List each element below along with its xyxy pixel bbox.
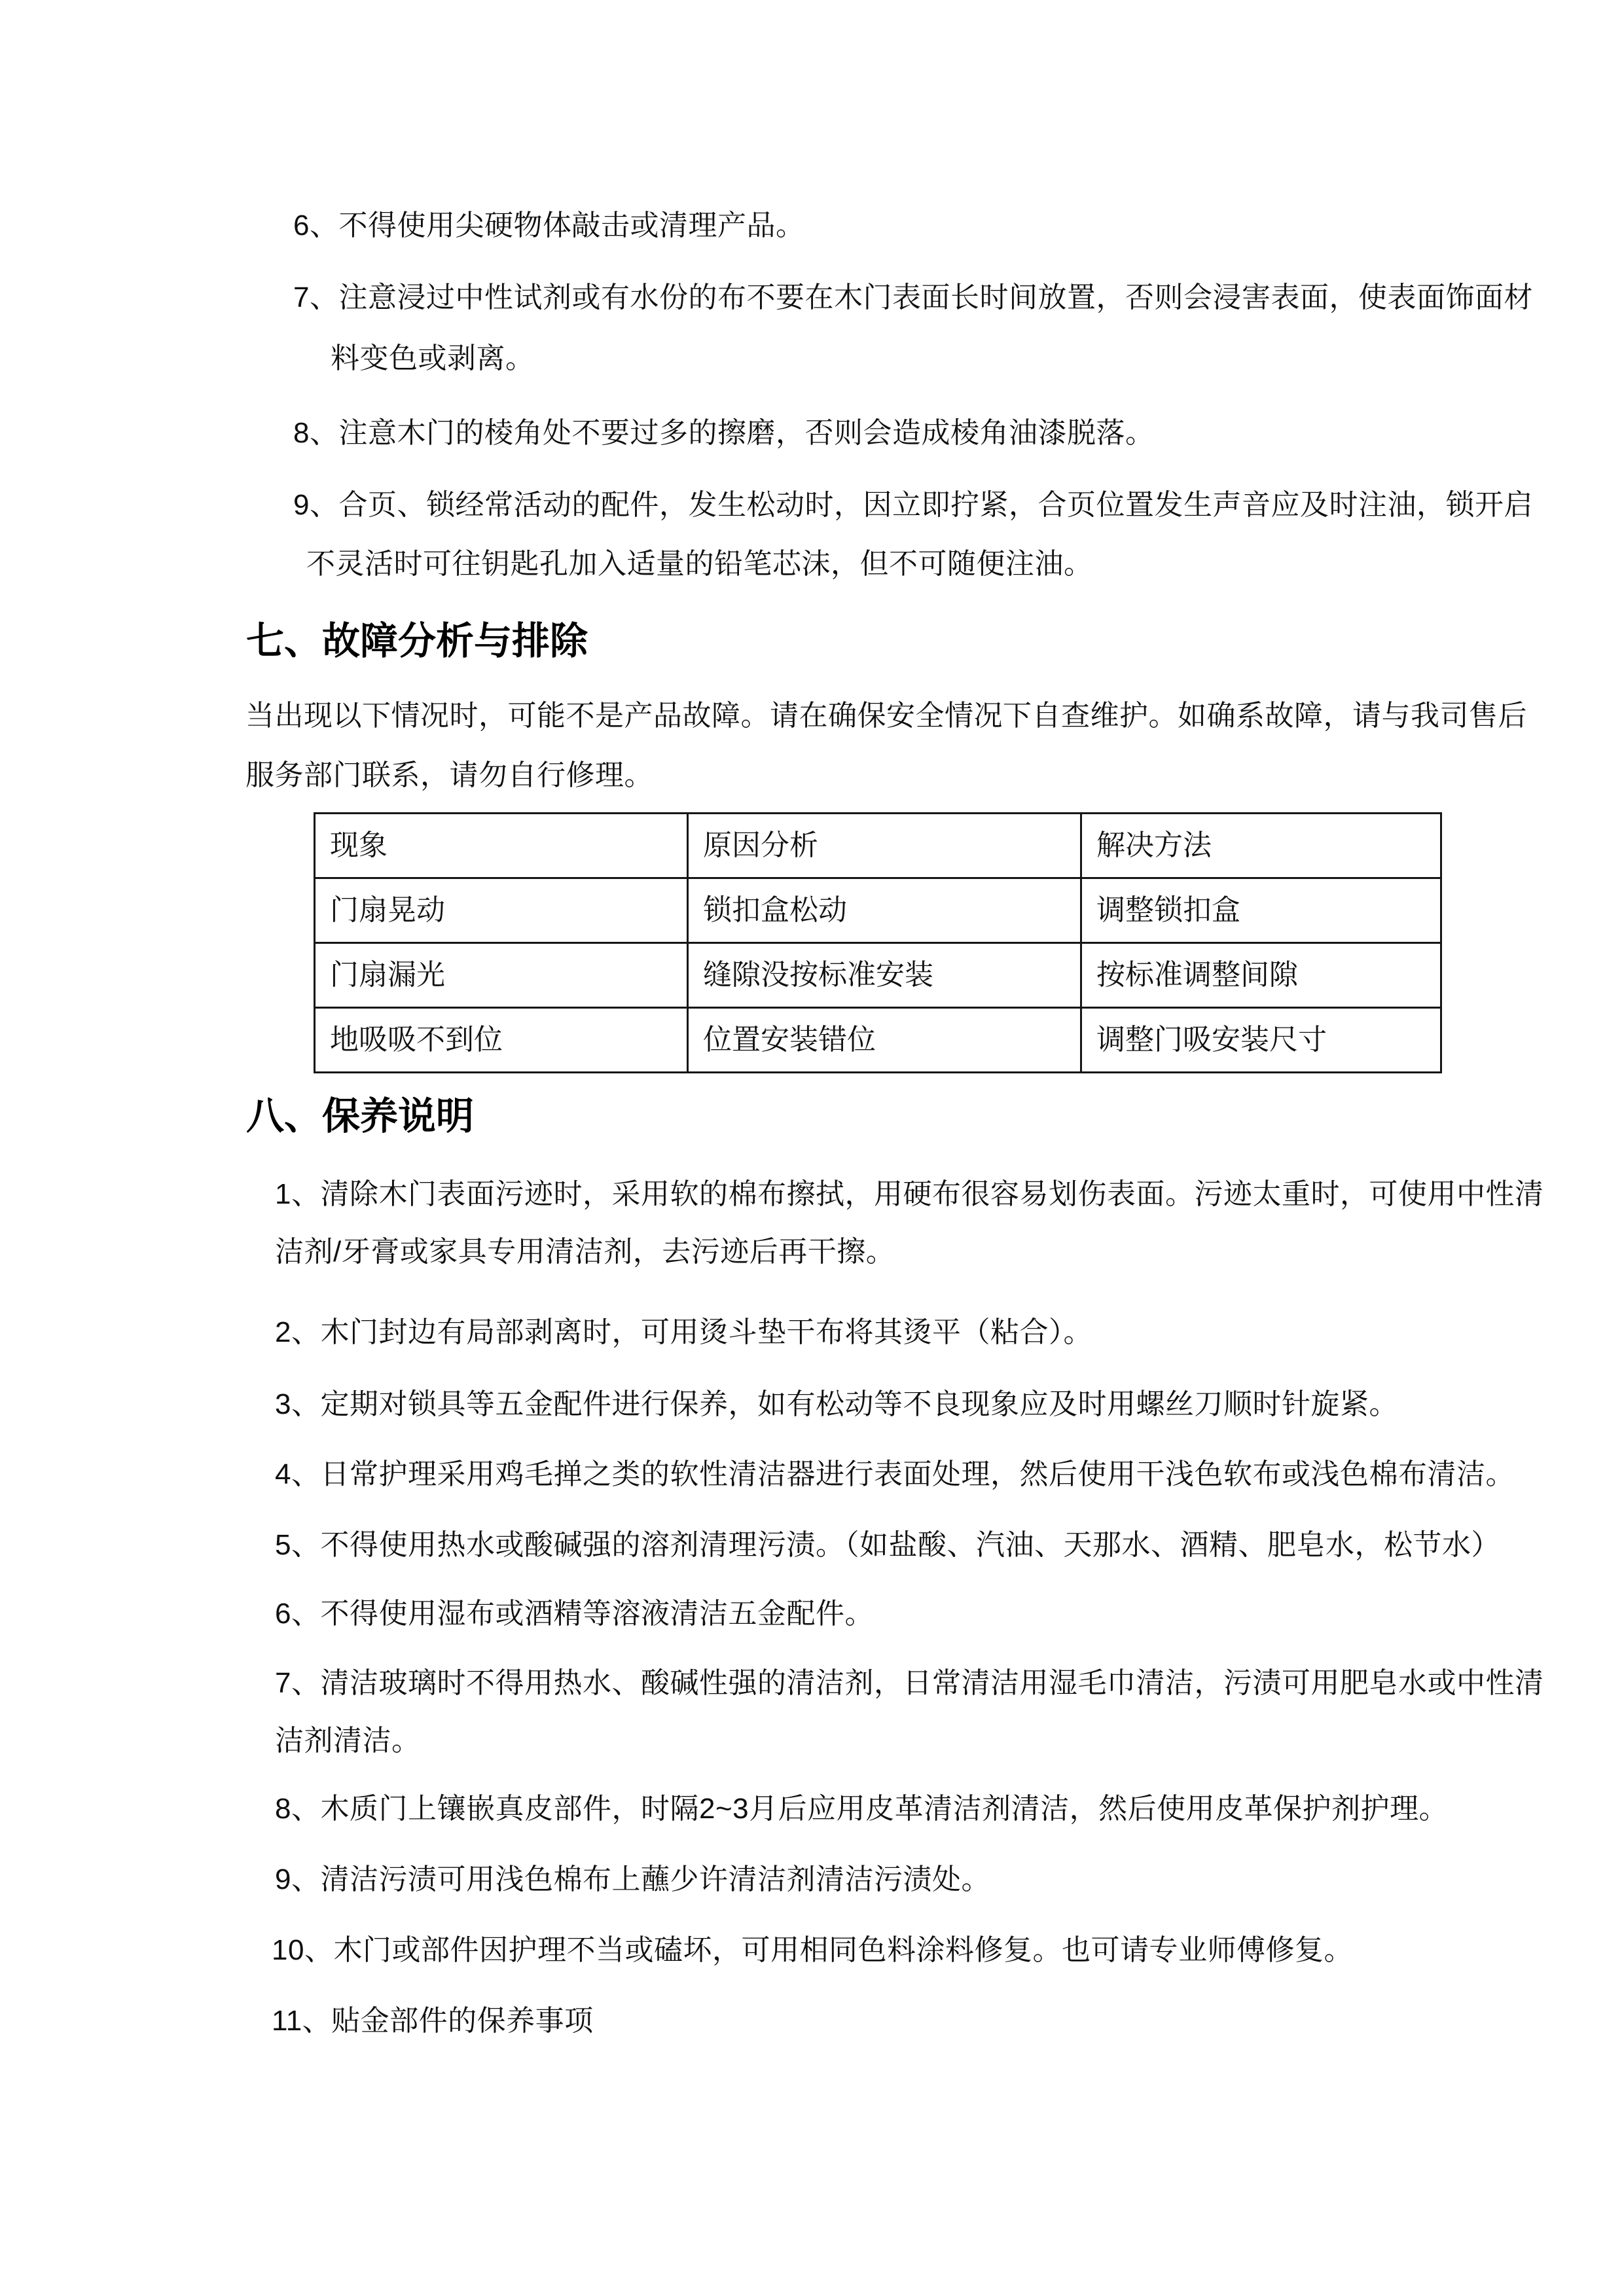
maintenance-item-1-line-1: 1、清除木门表面污迹时，采用软的棉布擦拭，用硬布很容易划伤表面。污迹太重时，可使用中性清 <box>275 1178 1544 1210</box>
fault-table <box>314 812 1442 1073</box>
fault-cell-cause-2: 缝隙没按标准安装 <box>688 943 1081 1008</box>
maintenance-item-6: 6、不得使用湿布或酒精等溶液清洁五金配件。 <box>275 1598 874 1630</box>
maintenance-item-8: 8、木质门上镶嵌真皮部件，时隔2~3月后应用皮革清洁剂清洁，然后使用皮革保护剂护理。 <box>275 1793 1449 1825</box>
troubleshooting-intro-line-1: 当出现以下情况时，可能不是产品故障。请在确保安全情况下自查维护。如确系故障，请与我司售后 <box>245 700 1527 732</box>
maintenance-item-5: 5、不得使用热水或酸碱强的溶剂清理污渍。（如盐酸、汽油、天那水、酒精、肥皂水，松节水） <box>275 1529 1500 1561</box>
maintenance-item-3: 3、定期对锁具等五金配件进行保养，如有松动等不良现象应及时用螺丝刀顺时针旋紧。 <box>275 1388 1398 1420</box>
maintenance-item-11: 11、贴金部件的保养事项 <box>272 2005 594 2037</box>
maintenance-item-1-line-2: 洁剂/牙膏或家具专用清洁剂，去污迹后再干擦。 <box>275 1236 895 1268</box>
fault-table-header-phenomenon: 现象 <box>315 814 688 878</box>
fault-table-row-1 <box>315 878 1441 943</box>
fault-table-row-2 <box>315 943 1441 1008</box>
maintenance-item-4: 4、日常护理采用鸡毛掸之类的软性清洁器进行表面处理，然后使用干浅色软布或浅色棉布清洁。 <box>275 1458 1515 1490</box>
usage-item-9-line-1: 9、合页、锁经常活动的配件，发生松动时，因立即拧紧，合页位置发生声音应及时注油，锁开启 <box>293 489 1533 521</box>
fault-table-header-cause: 原因分析 <box>688 814 1081 878</box>
fault-cell-cause-3: 位置安装错位 <box>688 1008 1081 1073</box>
maintenance-item-7-line-1: 7、清洁玻璃时不得用热水、酸碱性强的清洁剂，日常清洁用湿毛巾清洁，污渍可用肥皂水或中性清 <box>275 1667 1544 1699</box>
fault-table-header-row <box>315 814 1441 878</box>
fault-cell-phenomenon-2: 门扇漏光 <box>315 943 688 1008</box>
fault-cell-solution-3: 调整门吸安装尺寸 <box>1081 1008 1441 1073</box>
troubleshooting-intro-line-2: 服务部门联系，请勿自行修理。 <box>245 759 653 791</box>
maintenance-item-10: 10、木门或部件因护理不当或磕坏，可用相同色料涂料修复。也可请专业师傅修复。 <box>272 1934 1353 1966</box>
fault-table-row-3 <box>315 1008 1441 1073</box>
section-heading-maintenance: 八、保养说明 <box>246 1095 475 1138</box>
usage-item-6: 6、不得使用尖硬物体敲击或清理产品。 <box>293 209 805 242</box>
maintenance-item-9: 9、清洁污渍可用浅色棉布上蘸少许清洁剂清洁污渍处。 <box>275 1863 990 1895</box>
maintenance-item-2: 2、木门封边有局部剥离时，可用烫斗垫干布将其烫平（粘合）。 <box>275 1316 1092 1348</box>
maintenance-item-7-line-2: 洁剂清洁。 <box>275 1725 421 1757</box>
usage-item-9-line-2: 不灵活时可往钥匙孔加入适量的铅笔芯沫，但不可随便注油。 <box>306 548 1093 580</box>
fault-cell-phenomenon-3: 地吸吸不到位 <box>315 1008 688 1073</box>
fault-table-header-solution: 解决方法 <box>1081 814 1441 878</box>
usage-item-7-line-1: 7、注意浸过中性试剂或有水份的布不要在木门表面长时间放置，否则会浸害表面，使表面饰面材 <box>293 281 1533 314</box>
usage-item-8: 8、注意木门的棱角处不要过多的擦磨，否则会造成棱角油漆脱落。 <box>293 417 1155 449</box>
fault-cell-phenomenon-1: 门扇晃动 <box>315 878 688 943</box>
fault-cell-solution-2: 按标准调整间隙 <box>1081 943 1441 1008</box>
fault-cell-cause-1: 锁扣盒松动 <box>688 878 1081 943</box>
section-heading-troubleshooting: 七、故障分析与排除 <box>246 620 588 662</box>
usage-item-7-line-2: 料变色或剥离。 <box>331 342 535 374</box>
fault-cell-solution-1: 调整锁扣盒 <box>1081 878 1441 943</box>
